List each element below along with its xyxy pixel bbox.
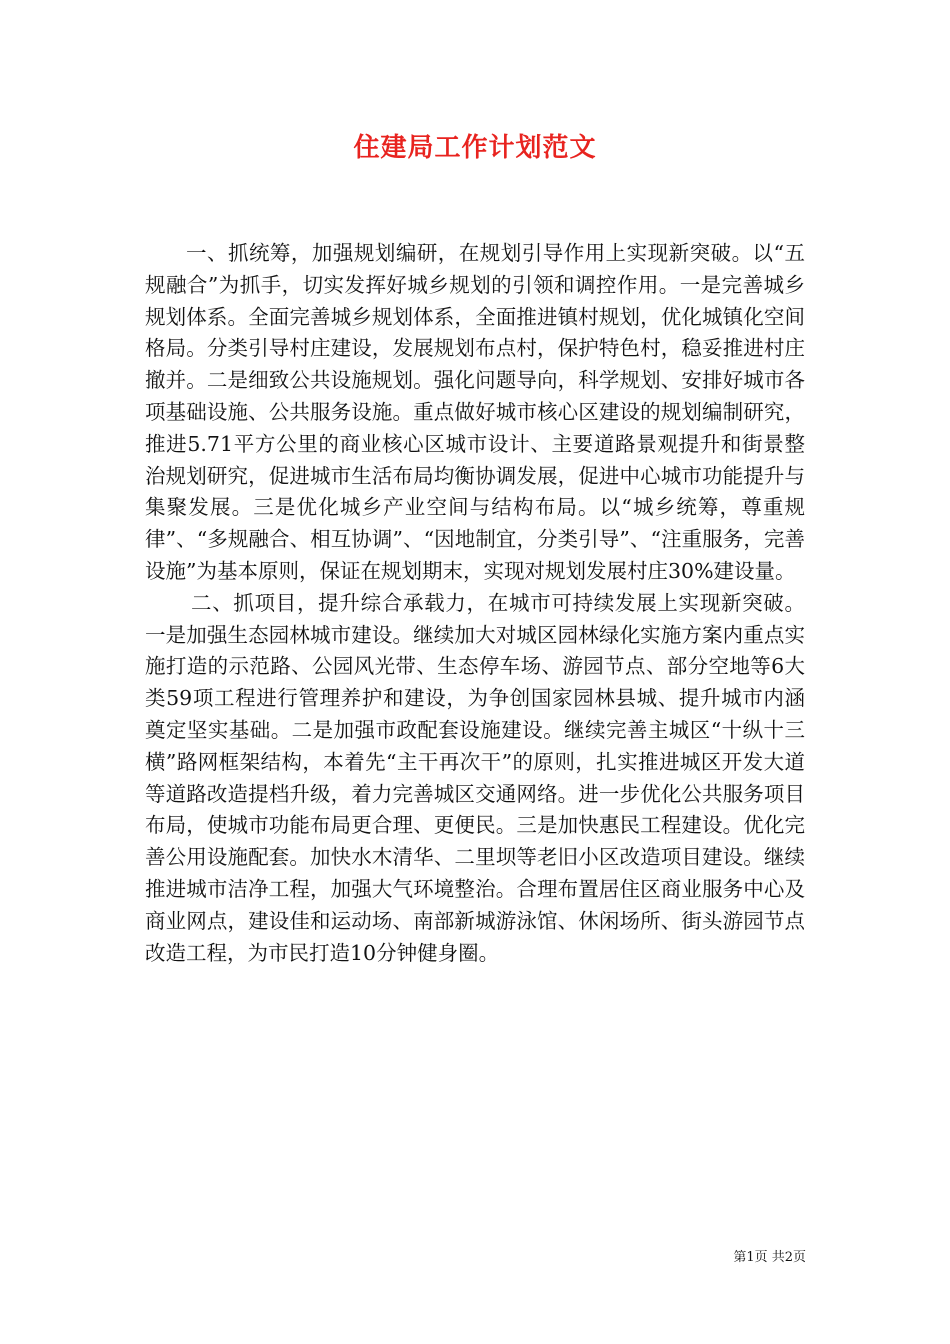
paragraph-2: 二、抓项目，提升综合承载力，在城市可持续发展上实现新突破。一是加强生态园林城市建设。继续加大对城区园林绿化实施方案内重点实施打造的示范路、公园风光带、生态停车场、游园节点、部分空地等6大类59项工程进行管理养护和建设，为争创国家园林县城、提升城市内涵奠定坚实基础。二是加强市政配套设施建设。继续完善主城区“十纵十三横”路网框架结构，本着先“主干再次干”的原则，扎实推进城区开发大道等道路改造提档升级，着力完善城区交通网络。进一步优化公共服务项目布局，使城市功能布局更合理、更便民。三是加快惠民工程建设。优化完善公用设施配套。加快水木清华、二里坝等老旧小区改造项目建设。继续推进城市洁净工程，加强大气环境整治。合理布置居住区商业服务中心及商业网点，建设佳和运动场、南部新城游泳馆、休闲场所、街头游园节点改造工程，为市民打造10分钟健身圈。 (145, 590, 805, 965)
page-number: 第1页 共2页 (733, 1250, 806, 1265)
document-body (145, 238, 805, 969)
paragraph-1: 一、抓统筹，加强规划编研，在规划引导作用上实现新突破。以“五规融合”为抓手，切实发挥好城乡规划的引领和调控作用。一是完善城乡规划体系。全面完善城乡规划体系，全面推进镇村规划，优化城镇化空间格局。分类引导村庄建设，发展规划布点村，保护特色村，稳妥推进村庄撤并。二是细致公共设施规划。强化问题导向，科学规划、安排好城市各项基础设施、公共服务设施。重点做好城市核心区建设的规划编制研究，推进5.71平方公里的商业核心区城市设计、主要道路景观提升和街景整治规划研究，促进城市生活布局均衡协调发展，促进中心城市功能提升与集聚发展。三是优化城乡产业空间与结构布局。以“城乡统筹，尊重规律”、“多规融合、相互协调”、“因地制宜，分类引导”、“注重服务，完善设施”为基本原则，保证在规划期末，实现对规划发展村庄30%建设量。 (145, 241, 805, 583)
document-title: 住建局工作计划范文 (353, 133, 597, 163)
